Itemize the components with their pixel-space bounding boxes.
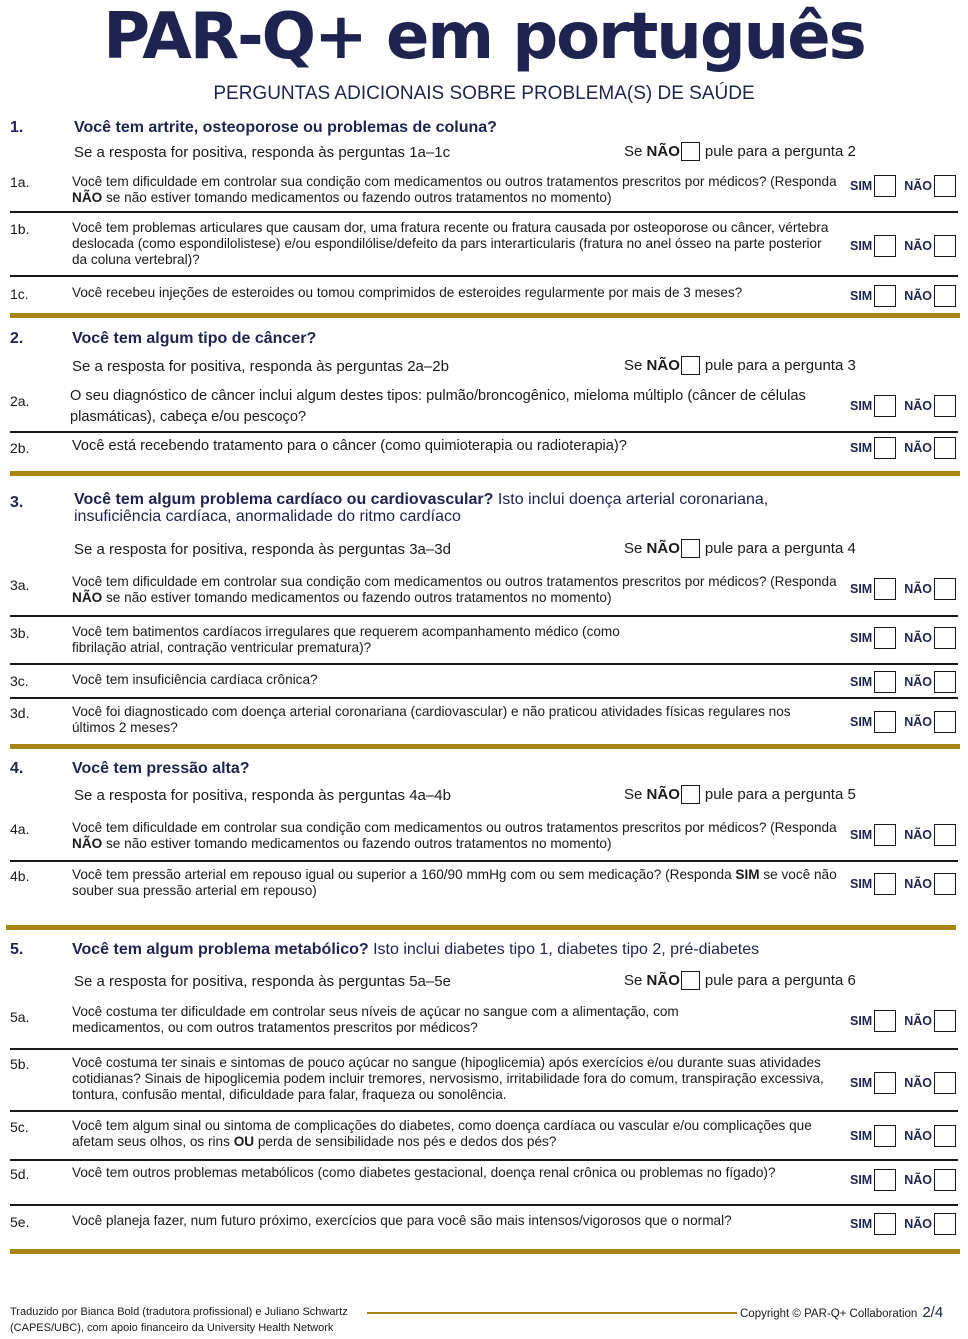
- item-text-part: Você tem dificuldade em controlar sua condição com medicamentos ou outros tratamentos prescritos por médicos? (Responda: [72, 820, 837, 835]
- no-checkbox[interactable]: [934, 395, 956, 417]
- item-text: [72, 867, 840, 899]
- section-divider: [10, 744, 960, 749]
- question-title: [72, 330, 832, 347]
- item-label: 5c.: [10, 1119, 29, 1135]
- credits-line-1: Traduzido por Bianca Bold (tradutora profissional) e Juliano Schwartz: [10, 1306, 348, 1318]
- answer-group: [850, 1125, 956, 1147]
- item-text: [72, 436, 840, 457]
- answer-group: [850, 627, 956, 649]
- no-label: NÃO: [904, 1217, 933, 1231]
- item-text: [72, 1055, 840, 1103]
- question-title-bold: Você tem algum problema cardíaco ou cardiovascular?: [74, 491, 494, 508]
- item-text-part: Você planeja fazer, num futuro próximo, exercícios que para você são mais intensos/vigorosos que o normal?: [72, 1213, 732, 1228]
- yes-label: SIM: [850, 1014, 873, 1028]
- section-divider: [6, 925, 956, 930]
- copyright-text: Copyright © PAR-Q+ Collaboration: [740, 1308, 918, 1320]
- item-text: [72, 624, 840, 656]
- answer-group: [850, 1213, 956, 1235]
- no-checkbox[interactable]: [934, 711, 956, 733]
- yes-checkbox[interactable]: [874, 578, 896, 600]
- divider: [10, 431, 958, 433]
- no-checkbox[interactable]: [934, 285, 956, 307]
- divider: [10, 1048, 958, 1050]
- no-label: NÃO: [904, 289, 933, 303]
- item-text-part: se não estiver tomando medicamentos ou fazendo outros tratamentos no momento): [102, 190, 612, 205]
- yes-label: SIM: [850, 179, 873, 193]
- skip-text: pule para a pergunta 6: [704, 972, 856, 989]
- item-text-part: Você tem insuficiência cardíaca crônica?: [72, 672, 318, 687]
- item-text: [72, 704, 840, 736]
- question-title: [74, 119, 834, 136]
- no-checkbox[interactable]: [934, 235, 956, 257]
- no-label: NÃO: [904, 1129, 933, 1143]
- question-number: 3.: [10, 494, 24, 511]
- item-text-part: Você costuma ter dificuldade em controlar seus níveis de açúcar no sangue com a alimentação, com medicamentos, ou com outros tratamentos prescritos por médicos?: [72, 1004, 679, 1035]
- item-text: [70, 386, 838, 428]
- no-label: NÃO: [904, 441, 933, 455]
- no-label: NÃO: [904, 675, 933, 689]
- divider: [10, 615, 958, 617]
- answer-group: [850, 578, 956, 600]
- section-divider: [10, 1249, 960, 1254]
- no-checkbox[interactable]: [934, 175, 956, 197]
- item-text-part: Você recebeu injeções de esteroides ou tomou comprimidos de esteroides regularmente por mais de 3 meses?: [72, 285, 743, 300]
- question-title-bold: Você tem algum problema metabólico?: [72, 941, 369, 958]
- divider: [10, 1110, 958, 1112]
- item-text-part: Você está recebendo tratamento para o câncer (como quimioterapia ou radioterapia)?: [72, 438, 627, 454]
- no-label: NÃO: [904, 239, 933, 253]
- section-divider: [10, 313, 960, 318]
- skip-instruction: [624, 785, 856, 804]
- item-text-part: Você costuma ter sinais e sintomas de pouco açúcar no sangue (hipoglicemia) após exercícios e/ou durante suas atividades cotidianas? Sinais de hipoglicemia podem incluir tremores, nervosismo, irritabilidade fora do comum, transpiração excessiva, tontura, confusão mental, dificuldade para falar, fraqueza ou sonolência.: [72, 1055, 824, 1102]
- divider: [10, 275, 958, 277]
- item-text-part: Você tem problemas articulares que causam dor, uma fratura recente ou fratura causada por osteoporose ou câncer, vértebra deslocada (como espondilolistese) e/ou espondilólise/defeito da pars interarticularis (fratura no anel ósseo na parte posterior da coluna vertebral)?: [72, 220, 829, 267]
- item-label: 5b.: [10, 1056, 30, 1072]
- footer-rule: [367, 1312, 737, 1314]
- section-divider: [10, 471, 960, 476]
- divider: [10, 663, 958, 665]
- skip-instruction: [624, 971, 856, 990]
- no-label: NÃO: [904, 399, 933, 413]
- instruction-text: Se a resposta for positiva, responda às perguntas 1a–1c: [74, 144, 451, 161]
- no-checkbox[interactable]: [934, 578, 956, 600]
- answer-group: [850, 824, 956, 846]
- item-text: [72, 1213, 840, 1229]
- skip-prefix: Se: [624, 357, 643, 374]
- skip-instruction: [624, 142, 856, 161]
- answer-group: [850, 437, 956, 459]
- item-label: 4b.: [10, 868, 30, 884]
- answer-group: [850, 395, 956, 417]
- no-label: NÃO: [904, 582, 933, 596]
- translator-credits: [10, 1304, 348, 1336]
- item-text-part: Você tem pressão arterial em repouso igual ou superior a 160/90 mmHg com ou sem medicação? (Responda: [72, 867, 736, 882]
- no-checkbox[interactable]: [934, 873, 956, 895]
- question-title-bold: Você tem algum tipo de câncer?: [72, 330, 317, 347]
- item-text: [72, 1118, 840, 1150]
- yes-checkbox[interactable]: [874, 395, 896, 417]
- page-title: PAR-Q+ em português: [103, 0, 865, 74]
- no-checkbox[interactable]: [934, 1169, 956, 1191]
- item-label: 1b.: [10, 221, 30, 237]
- yes-label: SIM: [850, 877, 873, 891]
- item-text: [72, 820, 840, 852]
- skip-prefix: Se: [624, 972, 643, 989]
- skip-instruction: [624, 539, 856, 558]
- skip-no-label: NÃO: [646, 143, 680, 160]
- yes-checkbox[interactable]: [874, 711, 896, 733]
- item-text-bold: NÃO: [72, 590, 103, 605]
- item-label: 3c.: [10, 673, 29, 689]
- yes-label: SIM: [850, 1217, 873, 1231]
- instruction-text: Se a resposta for positiva, responda às perguntas 4a–4b: [74, 787, 451, 804]
- yes-label: SIM: [850, 289, 873, 303]
- answer-group: [850, 671, 956, 693]
- no-label: NÃO: [904, 715, 933, 729]
- item-text-part: Você tem algum sinal ou sintoma de complicações do diabetes, como doença cardíaca ou vascular e/ou complicações que afetam seus olhos, os rins: [72, 1118, 812, 1149]
- item-text-bold: SIM: [735, 867, 760, 882]
- no-label: NÃO: [904, 828, 933, 842]
- yes-checkbox[interactable]: [874, 437, 896, 459]
- skip-no-label: NÃO: [646, 357, 680, 374]
- instruction-text: Se a resposta for positiva, responda às perguntas 5a–5e: [74, 973, 451, 990]
- question-title-bold: Você tem artrite, osteoporose ou problemas de coluna?: [74, 119, 497, 136]
- question-title: [72, 941, 872, 958]
- question-title: [74, 491, 834, 525]
- skip-prefix: Se: [624, 786, 643, 803]
- yes-label: SIM: [850, 582, 873, 596]
- answer-group: [850, 1169, 956, 1191]
- yes-label: SIM: [850, 441, 873, 455]
- item-label: 5d.: [10, 1166, 30, 1182]
- divider: [10, 860, 958, 862]
- yes-checkbox[interactable]: [874, 235, 896, 257]
- skip-text: pule para a pergunta 4: [704, 540, 856, 557]
- skip-prefix: Se: [624, 143, 643, 160]
- yes-label: SIM: [850, 399, 873, 413]
- no-label: NÃO: [904, 1173, 933, 1187]
- no-label: NÃO: [904, 1076, 933, 1090]
- answer-group: [850, 873, 956, 895]
- answer-group: [850, 1072, 956, 1094]
- item-text-part: Você tem outros problemas metabólicos (como diabetes gestacional, doença renal crônica ou problemas no fígado)?: [72, 1165, 776, 1180]
- item-text-part: Você tem batimentos cardíacos irregulares que requerem acompanhamento médico (como fibrilação atrial, contração ventricular prematura)?: [72, 624, 620, 655]
- item-text-bold: NÃO: [72, 190, 103, 205]
- no-checkbox[interactable]: [934, 1010, 956, 1032]
- answer-group: [850, 711, 956, 733]
- no-checkbox[interactable]: [934, 824, 956, 846]
- page-subtitle: PERGUNTAS ADICIONAIS SOBRE PROBLEMA(S) DE SAÚDE: [213, 83, 755, 104]
- divider: [10, 697, 958, 699]
- item-label: 5e.: [10, 1214, 30, 1230]
- item-text-part: se não estiver tomando medicamentos ou fazendo outros tratamentos no momento): [102, 590, 612, 605]
- item-text: [72, 672, 840, 688]
- instruction-text: Se a resposta for positiva, responda às perguntas 2a–2b: [72, 358, 449, 375]
- skip-no-label: NÃO: [646, 540, 680, 557]
- divider: [10, 1159, 958, 1161]
- skip-checkbox[interactable]: [681, 971, 700, 990]
- yes-label: SIM: [850, 675, 873, 689]
- yes-label: SIM: [850, 1129, 873, 1143]
- question-title-rest: Isto inclui diabetes tipo 1, diabetes tipo 2, pré-diabetes: [368, 941, 760, 958]
- copyright: [740, 1304, 943, 1321]
- no-checkbox[interactable]: [934, 1213, 956, 1235]
- item-label: 4a.: [10, 821, 30, 837]
- yes-checkbox[interactable]: [874, 873, 896, 895]
- item-text-part: se não estiver tomando medicamentos ou fazendo outros tratamentos no momento): [102, 836, 612, 851]
- item-label: 3b.: [10, 625, 30, 641]
- skip-checkbox[interactable]: [681, 142, 700, 161]
- yes-checkbox[interactable]: [874, 1125, 896, 1147]
- yes-checkbox[interactable]: [874, 1072, 896, 1094]
- skip-no-label: NÃO: [646, 972, 680, 989]
- item-text: [72, 285, 840, 301]
- skip-checkbox[interactable]: [681, 356, 700, 375]
- item-label: 3a.: [10, 577, 30, 593]
- yes-checkbox[interactable]: [874, 1213, 896, 1235]
- item-text-bold: NÃO: [72, 836, 103, 851]
- no-checkbox[interactable]: [934, 671, 956, 693]
- yes-label: SIM: [850, 1173, 873, 1187]
- yes-checkbox[interactable]: [874, 824, 896, 846]
- item-label: 5a.: [10, 1009, 30, 1025]
- answer-group: [850, 285, 956, 307]
- yes-checkbox[interactable]: [874, 285, 896, 307]
- yes-checkbox[interactable]: [874, 1010, 896, 1032]
- no-label: NÃO: [904, 631, 933, 645]
- yes-checkbox[interactable]: [874, 627, 896, 649]
- item-text-part: Você foi diagnosticado com doença arterial coronariana (cardiovascular) e não praticou atividades físicas regulares nos últimos 2 meses?: [72, 704, 791, 735]
- divider: [10, 1204, 958, 1206]
- item-text: [72, 1004, 840, 1036]
- skip-text: pule para a pergunta 3: [704, 357, 856, 374]
- skip-prefix: Se: [624, 540, 643, 557]
- item-text-part: Você tem dificuldade em controlar sua condição com medicamentos ou outros tratamentos prescritos por médicos? (Responda: [72, 574, 837, 589]
- item-text: [72, 174, 840, 206]
- skip-no-label: NÃO: [646, 786, 680, 803]
- question-title-bold: Você tem pressão alta?: [72, 760, 250, 777]
- item-label: 2b.: [10, 440, 30, 456]
- yes-label: SIM: [850, 631, 873, 645]
- no-checkbox[interactable]: [934, 1072, 956, 1094]
- instruction-text: Se a resposta for positiva, responda às perguntas 3a–3d: [74, 541, 451, 558]
- no-label: NÃO: [904, 877, 933, 891]
- item-label: 3d.: [10, 705, 30, 721]
- skip-instruction: [624, 356, 856, 375]
- item-text-part: O seu diagnóstico de câncer inclui algum destes tipos: pulmão/broncogênico, mieloma múltiplo (câncer de células plasmáticas), cabeça e/ou pescoço?: [70, 388, 806, 425]
- yes-label: SIM: [850, 239, 873, 253]
- item-label: 1c.: [10, 286, 29, 302]
- no-label: NÃO: [904, 179, 933, 193]
- yes-label: SIM: [850, 1076, 873, 1090]
- answer-group: [850, 235, 956, 257]
- no-label: NÃO: [904, 1014, 933, 1028]
- no-checkbox[interactable]: [934, 437, 956, 459]
- yes-label: SIM: [850, 828, 873, 842]
- item-label: 1a.: [10, 174, 30, 190]
- skip-checkbox[interactable]: [681, 785, 700, 804]
- item-text: [72, 574, 840, 606]
- item-text: [72, 1165, 840, 1181]
- question-number: 2.: [10, 330, 24, 347]
- question-title-rest: Isto inclui doença arterial coronariana, insuficiência cardíaca, anormalidade do ritmo cardíaco: [74, 491, 769, 525]
- yes-checkbox[interactable]: [874, 1169, 896, 1191]
- yes-label: SIM: [850, 715, 873, 729]
- page-number: 2/4: [922, 1304, 944, 1321]
- no-checkbox[interactable]: [934, 1125, 956, 1147]
- skip-checkbox[interactable]: [681, 539, 700, 558]
- question-title: [72, 760, 832, 777]
- question-number: 1.: [10, 119, 24, 136]
- item-label: 2a.: [10, 393, 30, 409]
- answer-group: [850, 1010, 956, 1032]
- question-number: 5.: [10, 941, 24, 958]
- item-text: [72, 220, 840, 268]
- question-number: 4.: [10, 760, 24, 777]
- item-text-bold: OU: [233, 1134, 255, 1149]
- yes-checkbox[interactable]: [874, 175, 896, 197]
- divider: [10, 211, 958, 213]
- item-text-part: perda de sensibilidade nos pés e dedos dos pés?: [254, 1134, 557, 1149]
- skip-text: pule para a pergunta 2: [704, 143, 856, 160]
- skip-text: pule para a pergunta 5: [704, 786, 856, 803]
- yes-checkbox[interactable]: [874, 671, 896, 693]
- answer-group: [850, 175, 956, 197]
- item-text-part: se você não souber sua pressão arterial em repouso): [72, 867, 837, 898]
- item-text-part: Você tem dificuldade em controlar sua condição com medicamentos ou outros tratamentos prescritos por médicos? (Responda: [72, 174, 837, 189]
- credits-line-2: (CAPES/UBC), com apoio financeiro da University Health Network: [10, 1322, 334, 1334]
- no-checkbox[interactable]: [934, 627, 956, 649]
